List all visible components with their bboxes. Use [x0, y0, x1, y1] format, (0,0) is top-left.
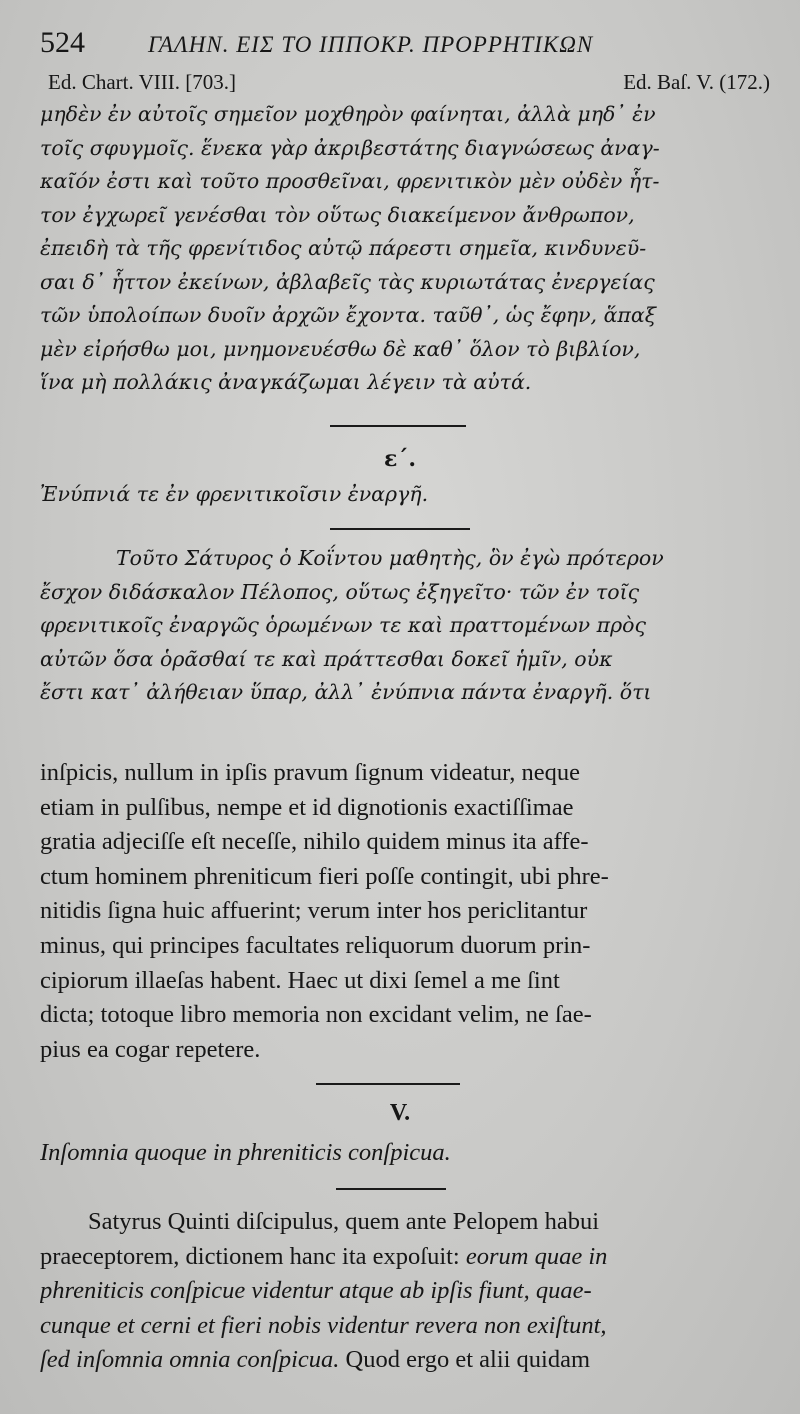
text-line [40, 1240, 768, 1275]
running-title: ΓΑΛΗΝ. ΕΙΣ ΤΟ ΙΠΠΟΚΡ. ΠΡΟΡΡΗΤΙΚΩΝ [148, 32, 594, 57]
text-line: σαι δ᾽ ἧττον ἐκείνων, ἀβλαβεῖς τὰς κυριωτάτας ἐνεργείας [40, 269, 655, 294]
greek-lemma-block [40, 478, 768, 512]
text-line: cipiorum illaeſas habent. Haec ut dixi ſemel a me ſint [40, 966, 560, 994]
section-divider [330, 528, 470, 530]
text-line: ctum hominem phreniticum fieri poſſe contingit, ubi phre- [40, 862, 609, 890]
section-divider [330, 425, 466, 427]
text-line: dicta; totoque libro memoria non excidant velim, ne ſae- [40, 1001, 592, 1029]
text-line: ἵνα μὴ πολλάκις ἀναγκάζωμαι λέγειν τὰ αὐτά. [40, 370, 532, 394]
latin-lemma: Inſomnia quoque in phreniticis conſpicua. [40, 1139, 451, 1166]
line-roman: Quod ergo et alii quidam [339, 1346, 591, 1374]
text-line: τον ἐγχωρεῖ γενέσθαι τὸν οὕτως διακείμενον ἄνθρωπον, [40, 202, 635, 227]
page-header [40, 26, 770, 66]
text-line: inſpicis, nullum in ipſis pravum ſignum videatur, neque [40, 759, 580, 786]
text-line: ἐπειδὴ τὰ τῆς φρενίτιδος αὐτῷ πάρεστι σημεῖα, κινδυνεῦ- [40, 236, 647, 260]
latin-paragraph-1 [40, 756, 768, 1067]
text-line: τῶν ὑπολοίπων δυοῖν ἀρχῶν ἔχοντα. ταῦθ᾽, ὡς ἔφην, ἅπαξ [40, 303, 657, 327]
text-line: cunque et cerni et fieri nobis videntur revera non exiſtunt, [40, 1311, 607, 1339]
text-line: τοῖς σφυγμοῖς. ἕνεκα γὰρ ἀκριβεστάτης διαγνώσεως ἀναγ- [40, 135, 660, 160]
text-line [40, 1205, 768, 1240]
greek-paragraph-2 [40, 542, 768, 710]
greek-paragraph-1 [40, 98, 768, 400]
text-line: etiam in pulſibus, nempe et id dignotionis exactiſſimae [40, 793, 574, 821]
text-line: μηδὲν ἐν αὐτοῖς σημεῖον μοχθηρὸν φαίνηται, ἀλλὰ μηδ᾽ ἐν [40, 102, 656, 126]
edition-right: Ed. Baſ. V. (172.) [623, 70, 770, 94]
text-line: phreniticis conſpicue videntur atque ab ipſis fiunt, quae- [40, 1277, 592, 1305]
text-line: ἔστι κατ᾽ ἀλήθειαν ὕπαρ, ἀλλ᾽ ἐνύπνια πάντα ἐναργῆ. ὅτι [40, 680, 652, 704]
latin-lemma-block [40, 1136, 768, 1171]
line-italic: ſed inſomnia omnia conſpicua. [40, 1346, 340, 1374]
section-divider [316, 1083, 460, 1085]
latin-paragraph-2 [40, 1205, 768, 1378]
edition-references [48, 70, 770, 98]
greek-section-number: ε΄. [383, 446, 417, 472]
greek-lemma: Ἐνύπνιά τε ἐν φρενιτικοῖσιν ἐναργῆ. [40, 482, 429, 506]
section-divider [336, 1188, 446, 1190]
text-line [40, 1343, 768, 1378]
page-number: 524 [40, 26, 85, 59]
line-roman: praeceptorem, dictionem hanc ita expoſuit: [40, 1242, 466, 1270]
edition-left: Ed. Chart. VIII. [703.] [48, 70, 236, 94]
text-line: minus, qui principes facultates reliquorum duorum prin- [40, 931, 591, 959]
text-line: gratia adjeciſſe eſt neceſſe, nihilo quidem minus ita affe- [40, 828, 589, 856]
line-italic: eorum quae in [465, 1242, 608, 1270]
text-line: μὲν εἰρήσθω μοι, μνημονευέσθω δὲ καθ᾽ ὅλον τὸ βιβλίον, [40, 336, 641, 361]
text-line: Τοῦτο Σάτυρος ὁ Κοΐντου μαθητὴς, ὃν ἐγὼ πρότερον [116, 546, 664, 570]
text-line: αὐτῶν ὅσα ὁρᾶσθαί τε καὶ πράττεσθαι δοκεῖ ἡμῖν, οὐκ [40, 646, 613, 671]
text-line: nitidis ſigna huic affuerint; verum inter hos periclitantur [40, 897, 588, 925]
latin-section-number: V. [389, 1100, 411, 1126]
text-line: pius ea cogar repetere. [40, 1035, 261, 1063]
text-line: καῖόν ἐστι καὶ τοῦτο προσθεῖναι, φρενιτικὸν μὲν οὐδὲν ἧτ- [40, 169, 660, 193]
line-roman: Satyrus Quinti diſcipulus, quem ante Pelopem habui [88, 1208, 600, 1235]
text-line: ἔσχον διδάσκαλον Πέλοπος, οὕτως ἐξηγεῖτο· τῶν ἐν τοῖς [40, 579, 640, 604]
text-line: φρενιτικοῖς ἐναργῶς ὁρωμένων τε καὶ πραττομένων πρὸς [40, 613, 646, 637]
